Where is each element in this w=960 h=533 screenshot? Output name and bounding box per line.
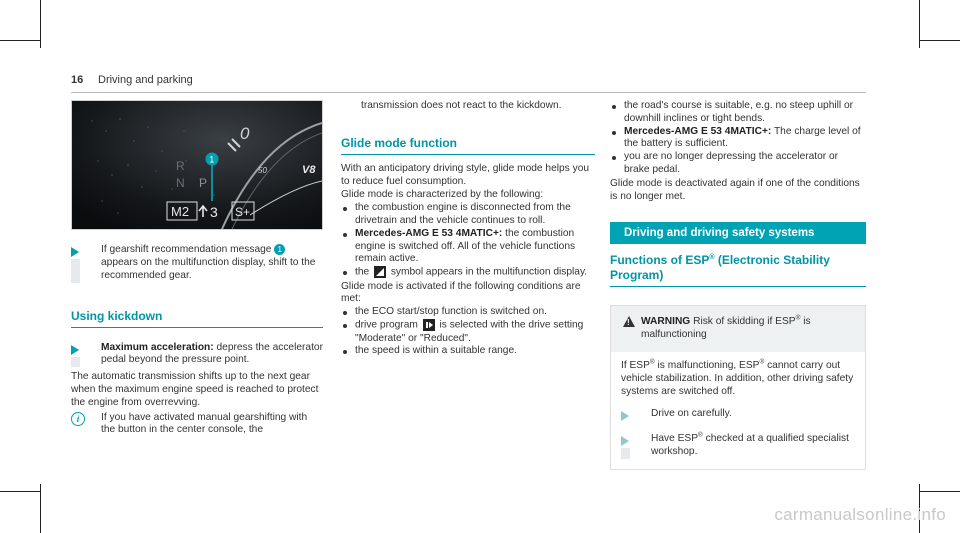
glide-conditions-list — [341, 306, 595, 358]
crop-mark — [919, 0, 920, 48]
list-item: the symbol appears in the multifunction display. — [341, 266, 595, 279]
note-continuation: transmission does not react to the kickdown. — [361, 100, 562, 111]
glide-deactivation: Glide mode is deactivated again if one of the conditions is no longer met. — [610, 177, 860, 202]
upshift-target: 3 — [210, 204, 218, 220]
crop-mark — [920, 40, 960, 41]
glide-conditions-list-cont — [610, 100, 866, 177]
kickdown-heading: Using kickdown — [71, 309, 323, 328]
list-item: the speed is within a suitable range. — [341, 345, 595, 358]
column-2 — [341, 100, 595, 358]
glide-intro: With an anticipatory driving style, glide mode helps you to reduce fuel consumption. — [341, 162, 590, 187]
step-bar — [71, 259, 80, 283]
list-item: the ECO start/stop function is switched on. — [341, 306, 595, 319]
section-banner: Driving and driving safety systems — [610, 222, 866, 244]
crop-mark — [40, 0, 41, 48]
callout-number: 1 — [209, 154, 215, 165]
list-item: Mercedes-AMG E 53 4MATIC+: The charge level of the battery is sufficient. — [610, 126, 866, 152]
crop-mark — [920, 491, 960, 492]
section-title: Driving and parking — [98, 74, 193, 86]
speedo-value: 50 — [258, 166, 267, 175]
list-item: drive program is selected with the drive setting "Moderate" or "Reduced". — [341, 319, 595, 345]
esp-heading: Functions of ESP® (Electronic Stability Program) — [610, 253, 866, 287]
list-item: you are no longer depressing the accelerator or brake pedal. — [610, 151, 866, 177]
column-3 — [610, 100, 866, 470]
gear-letter-n: N — [176, 176, 185, 190]
watermark: carmanualsonline.info — [774, 505, 946, 524]
glide-conditions: Glide mode is activated if the following conditions are met: — [341, 280, 581, 305]
gear-letter-r: R — [176, 159, 185, 173]
warning-body: If ESP® is malfunctioning, ESP® cannot carry out vehicle stabilization. In addition, other driving safety systems are switched off. Drive on carefully. Have ESP® checked at a qualified specialist workshop. — [621, 358, 854, 457]
header-rule — [71, 92, 866, 93]
kickdown-paragraph: The automatic transmission shifts up to the next gear when the maximum engine speed is reached to protect the engine from overrevving. — [71, 371, 319, 408]
step-max-acceleration: Maximum acceleration: depress the accelerator pedal beyond the pressure point. — [71, 342, 323, 368]
play-step-icon — [621, 436, 629, 446]
step-have-esp-checked: Have ESP® checked at a qualified specialist workshop. — [621, 433, 855, 459]
step-bar — [621, 448, 630, 459]
gauge-zero: 0 — [240, 124, 250, 143]
list-item: the combustion engine is disconnected from the drivetrain and the vehicle continues to roll. — [341, 202, 595, 228]
info-icon: i — [71, 412, 85, 426]
step-drive-carefully: Drive on carefully. — [621, 408, 855, 421]
brand-badge: V8 — [302, 164, 316, 176]
instrument-cluster-image — [72, 101, 322, 229]
crop-mark — [0, 40, 40, 41]
warning-triangle-icon — [623, 316, 635, 327]
glide-heading: Glide mode function — [341, 136, 595, 155]
gear-letter-p: P — [199, 176, 208, 190]
play-step-icon — [71, 345, 79, 355]
drive-program-icon — [423, 319, 435, 331]
step-bar — [71, 357, 80, 368]
play-step-icon — [71, 247, 79, 257]
crop-mark — [0, 491, 40, 492]
callout-marker-icon: 1 — [274, 244, 285, 255]
play-step-icon — [621, 411, 629, 421]
warning-header: ! WARNING Risk of skidding if ESP® is malfunctioning — [611, 306, 865, 352]
glide-symbol-icon — [374, 266, 386, 278]
warning-box — [610, 305, 866, 469]
step-gear-recommendation — [71, 244, 323, 283]
instrument-cluster-figure — [71, 100, 323, 230]
info-note: i If you have activated manual gearshifting with the button in the center console, the — [71, 412, 323, 438]
list-item: the road's course is suitable, e.g. no steep uphill or downhill inclines or tight bends. — [610, 100, 866, 126]
page-number: 16 — [71, 74, 84, 86]
step-text: If gearshift recommendation message 1 appears on the multifunction display, shift to the recommended gear. — [101, 244, 316, 281]
glide-characteristics-list — [341, 202, 595, 279]
glide-characterized: Glide mode is characterized by the following: — [341, 189, 544, 201]
column-1 — [71, 100, 323, 437]
gear-display: M2 — [171, 204, 190, 219]
list-item: Mercedes-AMG E 53 4MATIC+: the combustion engine is switched off. All of the vehicle functions remain active. — [341, 228, 595, 266]
drive-mode: S+ — [235, 205, 251, 219]
crop-mark — [40, 484, 41, 533]
